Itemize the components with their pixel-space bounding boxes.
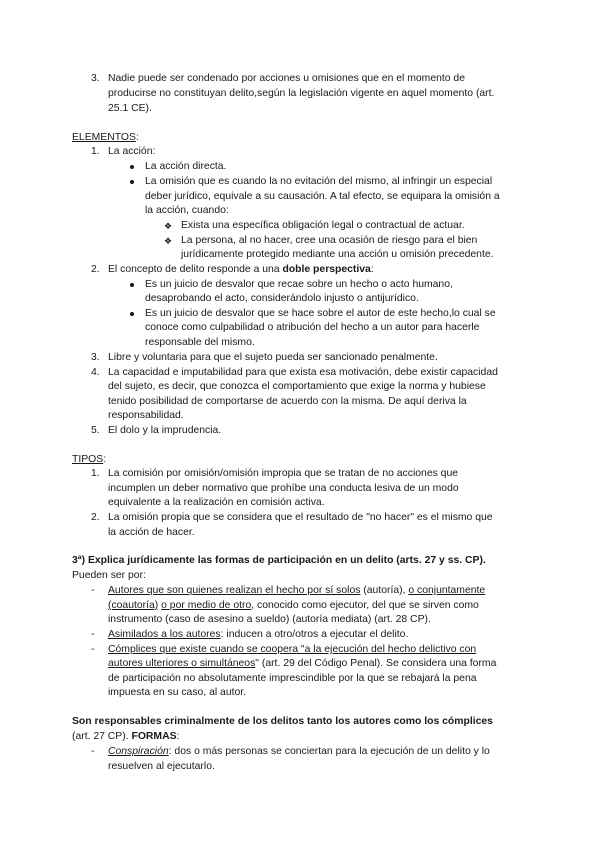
text-run: : dos o más personas se conciertan para la ejecución de un delito y lo <box>168 746 490 757</box>
text-run: : <box>370 264 374 275</box>
section-heading-elementos <box>72 131 139 146</box>
text-run-bold: doble perspectiva <box>282 264 371 275</box>
dash-item-text <box>108 628 408 643</box>
list-number: 2. <box>91 512 100 523</box>
list-number: 3. <box>91 73 100 84</box>
list-item-text: Libre y voluntaria para que el sujeto pueda ser sancionado penalmente. <box>108 352 438 363</box>
text-run-underlined: (coautoría) <box>108 600 159 611</box>
dash-item-text <box>108 599 479 614</box>
text-run: El concepto de delito responde a una <box>108 264 283 275</box>
bullet-text: conoce como culpabilidad o atribución del hecho a un autor para hacerle <box>145 322 480 333</box>
dash-marker: - <box>91 746 95 757</box>
list-number: 4. <box>91 367 100 378</box>
bullet-icon <box>130 312 134 316</box>
dash-marker: - <box>91 585 95 596</box>
list-item-text: del sujeto, es decir, que conozca el comportamiento que exige la norma y hubiese <box>108 381 486 392</box>
text-run: : <box>176 731 180 742</box>
text-run-underlined: Asimilados a los autores <box>108 629 221 640</box>
paragraph-line <box>72 730 179 745</box>
question-title: 3ª) Explica jurídicamente las formas de participación en un delito (arts. 27 y ss. CP). <box>72 555 486 566</box>
bullet-text: La acción directa. <box>145 161 227 172</box>
list-item-text: incumplen un deber normativo que prohíbe una conducta lesiva de un modo <box>108 483 459 494</box>
bullet-text: desaprobando el acto, considerándolo injusto o antijurídico. <box>145 293 419 304</box>
sub-bullet-text: La persona, al no hacer, cree una ocasión de riesgo para el bien <box>181 235 478 246</box>
heading-colon: : <box>135 132 139 143</box>
diamond-bullet-icon: ❖ <box>164 236 173 246</box>
bullet-icon <box>130 180 134 184</box>
paragraph-line: Nadie puede ser condenado por acciones u omisiones que en el momento de <box>108 73 465 84</box>
text-run: : inducen a otro/otros a ejecutar el delito. <box>220 629 409 640</box>
dash-marker: - <box>91 644 95 655</box>
text-run: (art. 27 CP). <box>72 731 132 742</box>
list-item-text: La capacidad e imputabilidad para que exista esa motivación, debe existir capacidad <box>108 367 498 378</box>
list-item-text: La acción: <box>108 146 156 157</box>
text-run: " (art. 29 del Código Penal). Se considera una forma <box>255 658 497 669</box>
bullet-icon <box>130 165 134 169</box>
paragraph-line: 25.1 CE). <box>108 103 152 114</box>
list-item-text <box>108 263 374 278</box>
heading-colon: : <box>103 454 107 465</box>
dash-marker: - <box>91 629 95 640</box>
bullet-text: La omisión que es cuando la no evitación del mismo, al infringir un especial <box>145 176 493 187</box>
text-run-underlined: Autores que son quienes realizan el hecho por sí solos <box>108 585 361 596</box>
list-number: 3. <box>91 352 100 363</box>
text-run-underlined: autores ulteriores o simultáneos <box>108 658 256 669</box>
list-item-text: tenido posibilidad de comportarse de acuerdo con la misma. De aquí deriva la <box>108 396 467 407</box>
sub-bullet-text: Exista una específica obligación legal o contractual de actuar. <box>181 220 465 231</box>
paragraph-line: producirse no constituyan delito,según la legislación vigente en aquel momento (art. <box>108 88 495 99</box>
text-run: (autoría), <box>360 585 409 596</box>
list-item-text: la acción de hacer. <box>108 527 195 538</box>
list-number: 5. <box>91 425 100 436</box>
list-number: 2. <box>91 264 100 275</box>
list-item-text: responsabilidad. <box>108 410 184 421</box>
section-title: Son responsables criminalmente de los delitos tanto los autores como los cómplices <box>72 716 493 727</box>
text-run-bold: FORMAS <box>131 731 177 742</box>
section-heading-tipos <box>72 453 106 468</box>
dash-item-text <box>108 745 490 760</box>
bullet-text: la acción, cuando: <box>145 205 229 216</box>
bullet-text: deber jurídico, equivale a su causación. A tal efecto, se equipara la omisión a <box>145 191 500 202</box>
bullet-icon <box>130 283 134 287</box>
dash-item-text: resuelven al ejecutarlo. <box>108 761 215 772</box>
list-number: 1. <box>91 468 100 479</box>
bullet-text: Es un juicio de desvalor que recae sobre un hecho o acto humano, <box>145 279 453 290</box>
text-run-underlined-italic: Conspiración <box>108 746 169 757</box>
dash-item-text <box>108 584 485 599</box>
list-item-text: La omisión propia que se considera que el resultado de "no hacer" es el mismo que <box>108 512 493 523</box>
diamond-bullet-icon: ❖ <box>164 221 173 231</box>
dash-item-text: instrumento (caso de asesino a sueldo) (autoría mediata) (art. 28 CP). <box>108 614 431 625</box>
paragraph-line: Pueden ser por: <box>72 570 146 581</box>
list-item-text: equivalente a la realización en comisión activa. <box>108 497 325 508</box>
text-run-underlined: o por medio de otro <box>161 600 252 611</box>
list-item-text: La comisión por omisión/omisión impropia que se tratan de no acciones que <box>108 468 459 479</box>
list-item-text: El dolo y la imprudencia. <box>108 425 222 436</box>
bullet-text: responsable del mismo. <box>145 337 255 348</box>
text-run: , conocido como ejecutor, del que se sirven como <box>251 600 479 611</box>
sub-bullet-text: jurídicamente protegido mediante una acción u omisión precedente. <box>181 249 494 260</box>
dash-item-text <box>108 657 496 672</box>
dash-item-text: de participación no absolutamente imprescindible por la que se rebajará la pena <box>108 673 477 684</box>
dash-item-text: impuesta en su caso, al autor. <box>108 687 247 698</box>
list-number: 1. <box>91 146 100 157</box>
text-run-underlined: o conjuntamente <box>408 585 486 596</box>
bullet-text: Es un juicio de desvalor que se hace sobre el autor de este hecho,lo cual se <box>145 308 496 319</box>
heading-text: TIPOS <box>72 454 104 465</box>
heading-text: ELEMENTOS <box>72 132 136 143</box>
dash-item-text: Cómplices que existe cuando se coopera "a la ejecución del hecho delictivo con <box>108 644 477 655</box>
